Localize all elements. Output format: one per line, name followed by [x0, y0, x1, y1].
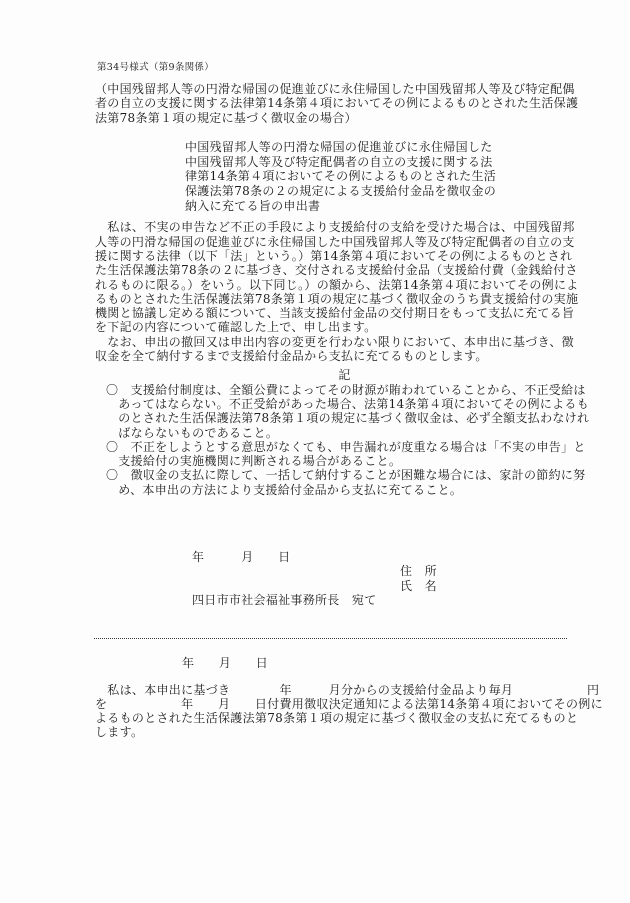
- confirmation-item-line: のとされた生活保護法第78条第１項の規定に基づく徴収金は、必ず全額支払わなけれ: [106, 411, 590, 426]
- document-title-line: 中国残留邦人等の円滑な帰国の促進並びに永住帰国した: [185, 139, 493, 154]
- confirmation-items: [106, 383, 596, 497]
- payment-line: を 年 月 日付費用徴収決定通知による法第14条第４項においてその例に: [95, 696, 603, 711]
- confirmation-item-line: 〇 徴収金の支払に際して、一括して納付することが困難な場合には、家計の節約に努: [106, 468, 586, 483]
- confirmation-item-2: [106, 440, 596, 469]
- name-label: 氏 名: [400, 578, 437, 593]
- payment-line: よるものとされた生活保護法第78条第１項の規定に基づく徴収金の支払に充てるものと: [95, 711, 579, 726]
- confirmation-item-line: 支援給付の実施機関に判断される場合があること。: [106, 454, 402, 469]
- declaration-line: れるものに限る。）をいう。以下同じ。）の額から、法第14条第４項においてその例によ: [95, 277, 579, 292]
- declaration-line: 私は、不実の申告など不正の手段により支援給付の支給を受けた場合は、中国残留邦: [95, 220, 575, 235]
- declaration-line: 人等の円滑な帰国の促進並びに永住帰国した中国残留邦人等及び特定配偶者の自立の支: [95, 234, 575, 249]
- confirmation-item-line: あってはならない。不正受給があった場合、法第14条第４項においてその例によるも: [106, 396, 590, 411]
- document-title: [185, 140, 596, 214]
- payment-paragraph: [95, 682, 603, 740]
- declaration-line: 援に関する法律（以下「法」という。）第14条第４項においてその例によるものとされ: [95, 249, 573, 263]
- applicability-note: [95, 82, 596, 125]
- confirmation-item-line: め、本申出の方法により支援給付金品から支払に充てること。: [106, 482, 463, 497]
- supplement-line: なお、申出の撤回又は申出内容の変更を行わない限りにおいて、本申出に基づき、徴: [95, 334, 574, 349]
- supplement-line: 収金を全て納付するまで支援給付金品から支払に充てるものとします。: [95, 349, 488, 364]
- confirmation-item-line: 〇 不正をしようとする意思がなくても、申告漏れが度重なる場合は「不実の申告」と: [106, 439, 586, 454]
- confirmation-item-1: [106, 383, 596, 440]
- payment-date-field: 年 月 日: [182, 656, 269, 671]
- confirmation-item-line: 〇 支援給付制度は、全額公費によってその財源が賄われていることから、不正受給は: [106, 382, 586, 397]
- document-title-line: 律第14条第４項においてその例によるものとされた生活: [185, 169, 497, 184]
- addressee-line: 四日市市社会福祉事務所長 宛て: [192, 592, 377, 607]
- ki-heading: 記: [338, 368, 351, 383]
- document-title-line: 保護法第78条の２の規定による支援給付金品を徴収金の: [185, 184, 497, 198]
- payment-line: 私は、本申出に基づき 年 月分からの支援給付金品より毎月 円: [95, 682, 600, 697]
- declaration-line: を下記の内容について確認した上で、申し出ます。: [95, 320, 377, 335]
- applicability-note-line: 法第78条第１項の規定に基づく徴収金の場合）: [95, 110, 357, 125]
- declaration-line: た生活保護法第78条の２に基づき、交付される支援給付金品（支援給付費（金銭給付さ: [95, 263, 578, 278]
- confirmation-item-3: [106, 468, 596, 497]
- signature-block: [95, 550, 596, 607]
- form-number-label: 第34号様式（第9条関係）: [97, 62, 215, 73]
- address-label: 住 所: [400, 564, 437, 579]
- confirmation-item-line: ばならないものであること。: [106, 425, 279, 440]
- payment-line: します。: [95, 725, 144, 740]
- dotted-separator: [94, 638, 567, 639]
- document-title-line: 中国残留邦人等及び特定配偶者の自立の支援に関する法: [185, 154, 493, 169]
- declaration-paragraph: [95, 220, 596, 334]
- supplement-paragraph: [95, 335, 596, 364]
- applicability-note-line: 者の自立の支援に関する法律第14条第４項においてその例によるものとされた生活保護: [95, 96, 579, 111]
- declaration-line: るものとされた生活保護法第78条第１項の規定に基づく徴収金のうち貴支援給付の実施: [95, 291, 579, 306]
- applicability-note-line: （中国残留邦人等の円滑な帰国の促進並びに永住帰国した中国残留邦人等及び特定配偶: [95, 82, 575, 96]
- declaration-line: 機関と協議し定める額について、当該支援給付金品の交付期日をもって支払に充てる旨: [95, 306, 575, 321]
- document-title-line: 納入に充てる旨の申出書: [185, 198, 321, 213]
- date-field: 年 月 日: [192, 550, 291, 565]
